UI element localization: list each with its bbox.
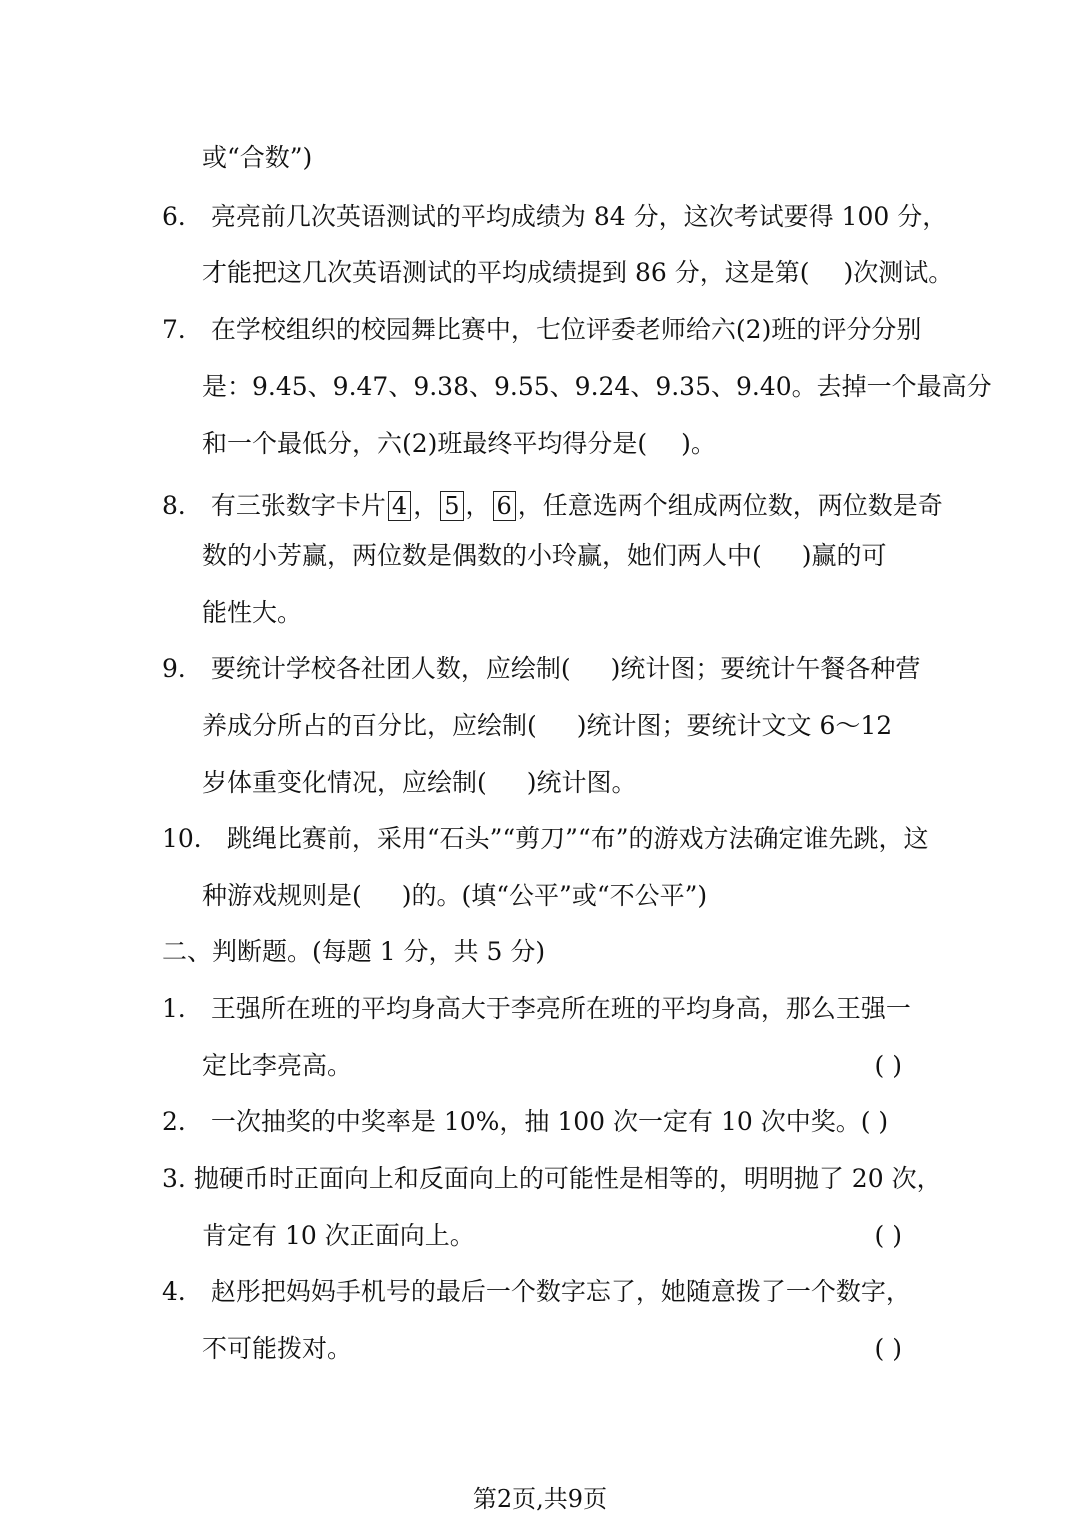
- question-10-text2a: 种游戏规则是(: [202, 881, 362, 910]
- question-9-text2a: 养成分所占的百分比，应绘制(: [202, 711, 537, 740]
- question-8-line3: 能性大。: [202, 598, 303, 627]
- question-7-line3: [202, 427, 716, 461]
- question-8-number: 8．: [162, 491, 203, 520]
- answer-paren[interactable]: ( ): [874, 1221, 902, 1250]
- question-9-line3: [202, 766, 637, 800]
- judge-3-text1: 抛硬币时正面向上和反面向上的可能性是相等的，明明抛了 20 次，: [193, 1164, 942, 1193]
- question-9-text1b: )统计图；要统计午餐各种营: [610, 654, 921, 683]
- question-7-number: 7．: [162, 315, 203, 344]
- question-6-text2a: 才能把这几次英语测试的平均成绩提到 86 分，这是第(: [202, 258, 810, 287]
- judge-1-line2: 定比李亮高。: [202, 1051, 353, 1080]
- question-7-line2: 是：9.45、9.47、9.38、9.55、9.24、9.35、9.40。去掉一个最高分: [202, 372, 992, 401]
- question-8-text2b: )赢的可: [801, 541, 887, 570]
- question-6-text2b: )次测试。: [843, 258, 954, 287]
- question-10-text2b: )的。(填“公平”或“不公平”): [401, 881, 708, 910]
- answer-paren[interactable]: ( ): [874, 1334, 902, 1363]
- question-6-line2: [202, 256, 953, 290]
- number-card: 4: [388, 491, 411, 521]
- judge-3-line1: [162, 1162, 942, 1196]
- card-separator: ，: [465, 491, 491, 520]
- question-9-text3b: )统计图。: [526, 768, 637, 797]
- question-6-text1: 亮亮前几次英语测试的平均成绩为 84 分，这次考试要得 100 分，: [210, 202, 948, 231]
- question-8-line1: [162, 489, 943, 523]
- question-7-text3a: 和一个最低分，六(2)班最终平均得分是(: [202, 429, 648, 458]
- question-10-line2: [202, 879, 707, 913]
- judge-4-line2: 不可能拨对。: [202, 1334, 353, 1363]
- question-7-text3b: )。: [681, 429, 716, 458]
- card-separator: ，: [413, 491, 439, 520]
- number-card: 6: [493, 491, 516, 521]
- section-2-title: 二、判断题。(每题 1 分，共 5 分): [162, 937, 546, 966]
- question-8-line2: [202, 539, 887, 573]
- judge-4-number: 4．: [162, 1277, 203, 1306]
- judge-1-line1: [162, 992, 911, 1026]
- judge-2-line1: [162, 1105, 888, 1139]
- number-card: 5: [440, 491, 463, 521]
- page-footer: 第2页,共9页: [472, 1485, 608, 1513]
- q5-line2: 或“合数”): [202, 143, 313, 172]
- judge-1-text1: 王强所在班的平均身高大于李亮所在班的平均身高，那么王强一: [210, 994, 911, 1023]
- judge-2-text1: 一次抽奖的中奖率是 10%，抽 100 次一定有 10 次中奖。( ): [210, 1107, 889, 1136]
- question-9-line2: [202, 709, 892, 743]
- question-8-pre: 有三张数字卡片: [210, 491, 386, 520]
- judge-4-text1: 赵彤把妈妈手机号的最后一个数字忘了，她随意拨了一个数字，: [210, 1277, 911, 1306]
- judge-2-number: 2．: [162, 1107, 203, 1136]
- question-7-line1: [162, 313, 921, 347]
- question-6-line1: [162, 200, 947, 234]
- question-9-line1: [162, 652, 920, 686]
- question-8-post: ，任意选两个组成两位数，两位数是奇: [517, 491, 943, 520]
- judge-3-line2: 肯定有 10 次正面向上。: [202, 1221, 475, 1250]
- question-6-number: 6．: [162, 202, 203, 231]
- question-10-line1: [162, 822, 929, 856]
- question-9-text2b: )统计图；要统计文文 6～12: [576, 711, 893, 740]
- question-10-number: 10．: [162, 824, 219, 853]
- answer-paren[interactable]: ( ): [874, 1051, 902, 1080]
- question-9-number: 9．: [162, 654, 203, 683]
- judge-4-line1: [162, 1275, 911, 1309]
- judge-3-number: 3.: [162, 1164, 186, 1193]
- question-7-text1: 在学校组织的校园舞比赛中，七位评委老师给六(2)班的评分分别: [210, 315, 922, 344]
- question-10-text1: 跳绳比赛前，采用“石头”“剪刀”“布”的游戏方法确定谁先跳，这: [226, 824, 929, 853]
- question-8-text2a: 数的小芳赢，两位数是偶数的小玲赢，她们两人中(: [202, 541, 762, 570]
- question-9-text3a: 岁体重变化情况，应绘制(: [202, 768, 487, 797]
- question-9-text1a: 要统计学校各社团人数，应绘制(: [210, 654, 571, 683]
- judge-1-number: 1．: [162, 994, 203, 1023]
